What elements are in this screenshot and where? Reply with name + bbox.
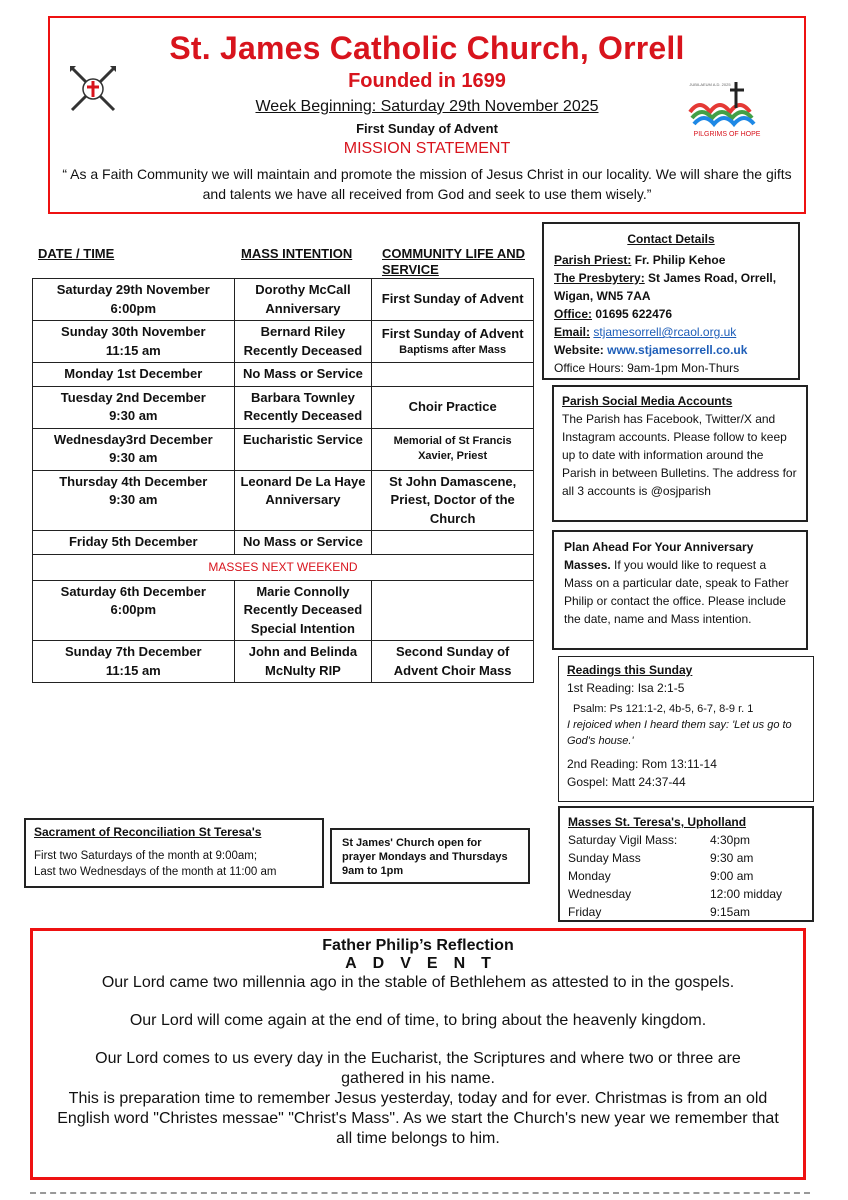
- row-community: [372, 321, 534, 363]
- upholland-row: [568, 831, 804, 849]
- row-community: [372, 386, 534, 428]
- social-text: The Parish has Facebook, Twitter/X and Instagram accounts. Please follow to keep up to date with information around the Parish in between Bulletins. The address for all 3 accounts is @osjparish: [562, 412, 797, 498]
- row-community: [372, 279, 534, 321]
- priest-name: Fr. Philip Kehoe: [631, 253, 726, 267]
- row-intention: Leonard De La Haye Anniversary: [234, 470, 372, 531]
- row-community-text: First Sunday of Advent: [381, 325, 524, 341]
- upholland-day: Saturday Vigil Mass:: [568, 833, 678, 847]
- row-time: 6:00pm: [110, 602, 157, 617]
- upholland-day: Sunday Mass: [568, 851, 641, 865]
- row-intention: Bernard Riley Recently Deceased: [234, 321, 372, 363]
- schedule-row: [33, 363, 534, 387]
- psalm: Psalm: Ps 121:1-2, 4b-5, 6-7, 8-9 r. 1: [573, 703, 754, 715]
- website-link[interactable]: www.stjamesorrell.co.uk: [607, 343, 748, 357]
- mass-schedule-table: [32, 278, 534, 683]
- row-community-text: Choir Practice: [408, 398, 497, 414]
- readings-title: Readings this Sunday: [567, 663, 693, 677]
- upholland-masses-box: [558, 806, 814, 922]
- next-weekend-label: MASSES NEXT WEEKEND: [33, 554, 534, 580]
- reconciliation-line1: First two Saturdays of the month at 9:00am;: [34, 850, 258, 862]
- row-date: Sunday 7th December: [65, 644, 202, 659]
- upholland-row: [568, 849, 804, 867]
- row-date: Thursday 4th December: [59, 473, 208, 489]
- row-date: Wednesday3rd December: [53, 431, 213, 447]
- row-community: [372, 470, 534, 531]
- row-time: 9:30 am: [109, 492, 158, 507]
- footer-divider: [30, 1192, 810, 1196]
- row-date-cell: [33, 321, 235, 363]
- reconciliation-title: Sacrament of Reconciliation St Teresa's: [34, 825, 262, 839]
- row-intention: John and Belinda McNulty RIP: [234, 641, 372, 683]
- gospel: Gospel: Matt 24:37-44: [567, 775, 686, 789]
- week-beginning: Week Beginning: Saturday 29th November 2025: [255, 98, 599, 115]
- email-label: Email:: [554, 325, 591, 339]
- row-community-text: Second Sunday of Advent Choir Mass: [393, 644, 512, 678]
- row-date-cell: [33, 641, 235, 683]
- reflection-p4: This is preparation time to remember Jesus yesterday, today and for ever. Christmas is from an old English word "Christes messae" "Christ's Mass". As we start the Church's new year we remember that all time belongs to him.: [57, 1090, 779, 1147]
- reconciliation-line2: Last two Wednesdays of the month at 11:00 am: [34, 866, 277, 878]
- row-date: Sunday 30th November: [61, 324, 206, 339]
- row-date: Monday 1st December: [64, 366, 203, 381]
- upholland-title: Masses St. Teresa's, Upholland: [568, 815, 747, 829]
- upholland-day: Monday: [568, 869, 611, 883]
- next-weekend-row: [33, 554, 534, 580]
- upholland-time: 9:15am: [710, 905, 751, 919]
- second-reading: 2nd Reading: Rom 13:11-14: [567, 757, 717, 771]
- open-for-prayer-box: [330, 828, 530, 884]
- priest-label: Parish Priest:: [554, 253, 632, 267]
- row-date: Friday 5th December: [68, 534, 198, 549]
- upholland-time: 9:30 am: [710, 851, 754, 865]
- row-community-text: First Sunday of Advent: [381, 291, 524, 307]
- office-label: Office:: [554, 307, 593, 321]
- col-intention-header: MASS INTENTION: [241, 246, 353, 261]
- row-date: Saturday 29th November: [56, 282, 210, 297]
- social-title: Parish Social Media Accounts: [562, 394, 733, 408]
- row-intention: Dorothy McCall Anniversary: [234, 279, 372, 321]
- mission-title: MISSION STATEMENT: [343, 140, 511, 157]
- row-time: 9:30 am: [109, 450, 158, 465]
- schedule-row: [33, 531, 534, 555]
- row-community: [372, 428, 534, 470]
- row-community: [372, 580, 534, 641]
- col-date-header: DATE / TIME: [38, 246, 115, 261]
- upholland-time: 12:00 midday: [710, 887, 783, 901]
- row-date-cell: [33, 428, 235, 470]
- church-name: St. James Catholic Church, Orrell: [169, 30, 685, 66]
- reflection-title: Father Philip’s Reflection: [322, 937, 514, 954]
- row-date-cell: [33, 363, 235, 387]
- upholland-time: 9:00 am: [710, 869, 754, 883]
- row-time: 9:30 am: [109, 408, 158, 423]
- schedule-row: [33, 279, 534, 321]
- email-link[interactable]: stjamesorrell@rcaol.org.uk: [593, 325, 737, 339]
- row-intention: No Mass or Service: [234, 531, 372, 555]
- anniversary-title: Plan Ahead For Your Anniversary Masses.: [564, 540, 754, 572]
- mission-text: “ As a Faith Community we will maintain and promote the mission of Jesus Christ in our locality. We will share the gifts and talents we have all received from God and seek to use them wisely.”: [62, 166, 792, 202]
- pilgrims-of-hope-logo-icon: [686, 78, 768, 138]
- row-community-text: St John Damascene, Priest, Doctor of the Church: [389, 473, 517, 526]
- row-date: Tuesday 2nd December: [60, 389, 206, 405]
- reflection-box: [30, 928, 806, 1180]
- header-box: [48, 16, 806, 214]
- readings-box: [558, 656, 814, 802]
- office-hours: Office Hours: 9am-1pm Mon-Thurs: [554, 361, 740, 375]
- presbytery-address: St James Road, Orrell, Wigan, WN5 7AA: [554, 271, 777, 303]
- anniversary-box: [552, 530, 808, 650]
- contact-title: Contact Details: [627, 232, 715, 246]
- founded-year: Founded in 1699: [348, 70, 506, 92]
- reflection-p1: Our Lord came two millennia ago in the stable of Bethlehem as attested to in the gospels.: [101, 974, 735, 991]
- row-intention: Barbara Townley Recently Deceased: [234, 386, 372, 428]
- row-community: [372, 363, 534, 387]
- liturgical-day: First Sunday of Advent: [356, 121, 498, 136]
- upholland-day: Wednesday: [568, 887, 632, 901]
- row-intention: Marie Connolly Recently Deceased Special Intention: [234, 580, 372, 641]
- row-intention: Eucharistic Service: [234, 428, 372, 470]
- schedule-row: [33, 386, 534, 428]
- row-date: Saturday 6th December: [60, 583, 206, 599]
- website-label: Website:: [554, 343, 604, 357]
- open-prayer-text: St James' Church open for prayer Mondays and Thursdays 9am to 1pm: [342, 837, 508, 877]
- first-reading: 1st Reading: Isa 2:1-5: [567, 681, 685, 695]
- reflection-p3: Our Lord comes to us every day in the Eucharist, the Scriptures and where two or three are gathered in his name.: [95, 1050, 741, 1087]
- row-community: [372, 641, 534, 683]
- office-phone: 01695 622476: [592, 307, 673, 321]
- upholland-row: [568, 867, 804, 885]
- upholland-row: [568, 885, 804, 903]
- anniversary-text: If you would like to request a Mass on a particular date, speak to Father Philip or contact the office. Please include the date, name and Mass intention.: [564, 558, 789, 626]
- upholland-time: 4:30pm: [710, 833, 751, 847]
- schedule-row: [33, 428, 534, 470]
- social-media-box: [552, 385, 808, 522]
- contact-details-box: [542, 222, 800, 380]
- row-date-cell: [33, 470, 235, 531]
- row-community: [372, 531, 534, 555]
- reflection-subtitle: ADVENT: [345, 955, 507, 972]
- logo-text: PILGRIMS OF HOPE: [693, 131, 761, 138]
- schedule-row: [33, 321, 534, 363]
- row-date-cell: [33, 279, 235, 321]
- presbytery-label: The Presbytery:: [554, 271, 645, 285]
- row-community-note: Memorial of St Francis Xavier, Priest: [393, 435, 512, 462]
- schedule-row: [33, 470, 534, 531]
- logo-small-text: JUBILAEUM A.D. 2025: [689, 82, 731, 87]
- reflection-p2: Our Lord will come again at the end of time, to bring about the heavenly kingdom.: [129, 1012, 707, 1029]
- row-date-cell: [33, 531, 235, 555]
- upholland-day: Friday: [568, 905, 602, 919]
- reconciliation-box: [24, 818, 324, 888]
- psalm-response: I rejoiced when I heard them say: 'Let us go to God's house.': [567, 719, 792, 747]
- row-time: 6:00pm: [110, 300, 157, 316]
- row-date-cell: [33, 386, 235, 428]
- row-intention: No Mass or Service: [234, 363, 372, 387]
- row-time: 11:15 am: [105, 342, 161, 358]
- row-time: 11:15 am: [105, 662, 161, 678]
- row-date-cell: [33, 580, 235, 641]
- schedule-row: [33, 641, 534, 683]
- schedule-row: [33, 580, 534, 641]
- row-community-note: Baptisms after Mass: [399, 344, 507, 357]
- upholland-row: [568, 903, 804, 921]
- col-community-header: COMMUNITY LIFE AND SERVICE: [382, 246, 525, 277]
